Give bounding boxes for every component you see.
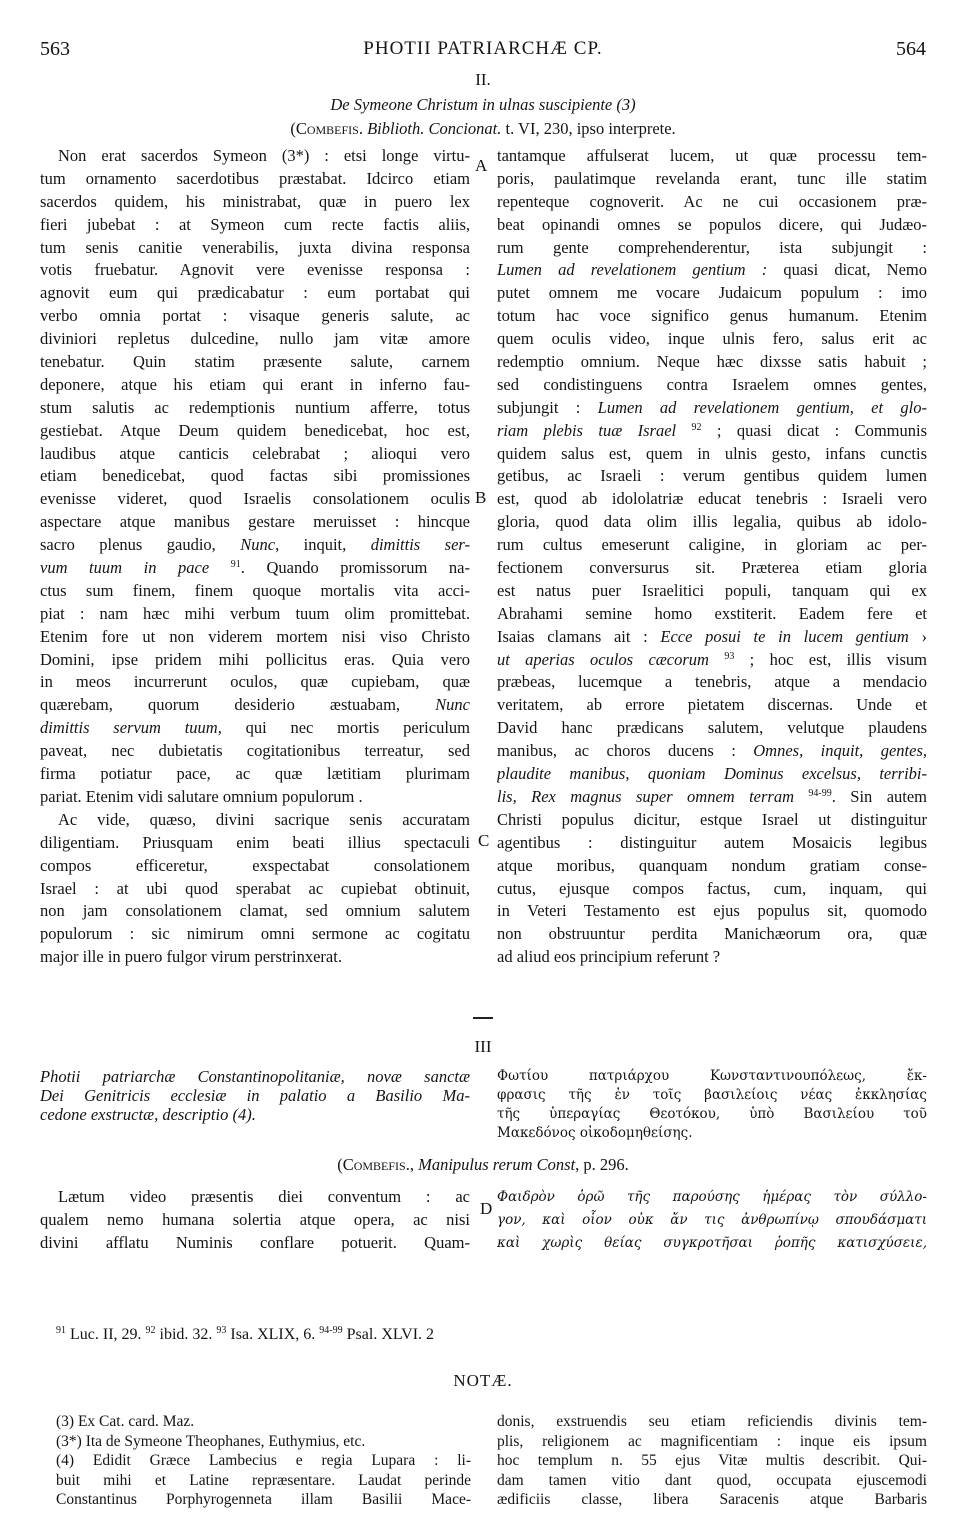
text-line: Non erat sacerdos Symeon (3*) : etsi longe virtu- <box>58 146 470 165</box>
margin-letter-d: D <box>480 1199 493 1218</box>
section-number-ii: II. <box>475 70 491 89</box>
text-line: fectionem conversurus sit. Præterea etiam gloria <box>497 558 927 578</box>
footnote-ref: 93 <box>724 650 735 662</box>
text-line: paveat, nec dubietatis cogitationibus terreatur, sed <box>40 741 470 761</box>
text-line: laudibus atque canticis celebrabat ; alioqui vero <box>40 443 470 463</box>
page-number-right: 564 <box>896 38 926 60</box>
text-line: populorum : sic nimirum omni sermone ac cogitatu <box>40 924 470 944</box>
title-line: Dei Genitricis ecclesiæ in palatio a Basilio Ma- <box>40 1086 470 1105</box>
text-line: compos efficeretur, exspectabat consolationem <box>40 855 470 875</box>
text-line: atque moribus, quanquam nondum gratiam conse- <box>497 855 927 875</box>
text-line: putet omnem me vocare Judaicum populum : imo <box>497 283 927 303</box>
text-line: votis fruebatur. Agnovit vere evenisse responsa : <box>40 260 470 280</box>
text-line: sacro plenus gaudio, Nunc, inquit, dimittis ser- <box>40 535 470 555</box>
text-line: deponere, atque his etiam qui erant in inferno fau- <box>40 374 470 394</box>
text-line: verbo omnia portat : visaque generis salute, ac <box>40 306 470 326</box>
note-line: (4) Edidit Græce Lambecius e regia Lupara : li- <box>56 1452 471 1469</box>
title-line: cedone exstructæ, descriptio (4). <box>40 1105 256 1124</box>
text-line: ctus sum finem, finem quoque mortalis vita acci- <box>40 580 470 600</box>
text-line: Φαιδρὸν ὁρῶ τῆς παρούσης ἡμέρας τὸν σύλλο- <box>497 1189 927 1205</box>
text-line: veritatem, ab errore pietatem discernas. Unde et <box>497 695 927 715</box>
text-line: poris, paulatimque revelanda erant, tunc ille statim <box>497 168 927 188</box>
source-work: Biblioth. Concionat. <box>367 119 502 138</box>
text-line: in meos incurrerunt oculos, quæ cupiebam, quæ <box>40 672 470 692</box>
text-line: repenteque cognoverit. Ac ne cui occasionem præ- <box>497 191 927 211</box>
title-line: Photii patriarchæ Constantinopolitaniæ, novæ sanctæ <box>40 1067 470 1086</box>
text-line: Israel : at ubi quod sperabat ac cupiebat obtinuit, <box>40 878 470 898</box>
margin-letter-a: A <box>475 156 488 175</box>
text-line: dimittis servum tuum, qui nec mortis periculum <box>40 718 470 738</box>
text-line: cutus, ejusque compos factus, cum, inquam, qui <box>497 878 927 898</box>
text-line: Christi populus dicitur, estque Israel ut distinguitur <box>497 809 927 829</box>
text-line: καὶ χωρὶς θείας συγκροτῆσαι ῥοπῆς κατισχύσειε, <box>497 1234 927 1251</box>
text-line: vum tuum in pace $^{91}$. Quando promissorum na- <box>40 558 470 578</box>
page-number-left: 563 <box>40 38 70 60</box>
note-line: plis, religionem ac magnificentiam : inque eis ipsum <box>497 1432 927 1450</box>
text-line: quærebam, quorum desiderio æstuabam, Nunc <box>40 695 470 715</box>
text-line: diligentiam. Priusquam enim beati illius spectaculi <box>40 832 470 852</box>
text-line: Lumen ad revelationem gentium : quasi dicat, Nemo <box>497 260 927 280</box>
note-line: hoc templum n. 55 ejus Vitæ multis describit. Qui- <box>497 1452 927 1469</box>
note-line: buit mihi et Latine repræsentare. Laudat perinde <box>56 1471 471 1489</box>
text-line: stum salutis ac redemptionis nuntium afferre, totus <box>40 397 470 417</box>
text-line: David hanc prædicans salutem, velutque plaudens <box>497 718 927 738</box>
text-line: ad aliud eos principium referunt ? <box>497 947 721 967</box>
text-line: divini afflatu Numinis conflare potuerit. Quam- <box>40 1232 470 1252</box>
text-line: diviniori repletus dulcedine, nullo jam vitæ amore <box>40 329 470 349</box>
text-line: etiam benedicebat, quod factas sibi promissiones <box>40 466 470 486</box>
text-line: in Veteri Testamento est ejus populus sit, quomodo <box>497 901 927 921</box>
text-line: quem oculis video, inque ulnis fero, salus erit ac <box>497 329 927 349</box>
title-line: τῆς ὑπεραγίας Θεοτόκου, ὑπὸ Βασιλείου τοῦ <box>497 1106 927 1122</box>
text-line: γον, καὶ οἷον οὐκ ἄν τις ἀνθρωπίνῳ σπουδάσματι <box>497 1211 927 1228</box>
running-head <box>40 38 926 62</box>
right-column <box>497 145 927 969</box>
text-line: rum cultus emeserunt caligine, in gloriam ac per- <box>497 535 927 555</box>
text-line: Lætum video præsentis diei conventum : ac <box>58 1187 470 1206</box>
margin-letter-c: C <box>478 831 490 850</box>
text-line: rum gente comprehenderentur, ista subjungit : <box>497 237 927 257</box>
text-line: agnovit eum qui prædicabatur : eum portabat qui <box>40 283 470 303</box>
section-source-ii: (Combefis. Biblioth. Concionat. t. VI, 230, ipso interprete. <box>290 119 676 138</box>
section-source-iii: (Combefis., Manipulus rerum Const, p. 296. <box>337 1155 629 1174</box>
title-line: Φωτίου πατριάρχου Κωνσταντινουπόλεως, ἔκ- <box>497 1068 927 1084</box>
text-line: Ac vide, quæso, divini sacrique senis accuratam <box>58 809 470 829</box>
text-line: manibus, ac choros ducens : Omnes, inquit, gentes, <box>497 741 927 761</box>
text-line: subjungit : Lumen ad revelationem gentium, et glo- <box>497 397 927 417</box>
footnote-ref: 92 <box>691 421 702 433</box>
running-title: PHOTII PATRIARCHÆ CP. <box>363 38 603 59</box>
text-line: tenebatur. Quin statim præsente salute, carnem <box>40 352 470 372</box>
footnote-ref: 91 <box>230 559 241 571</box>
text-line: tum senis canitie venerabilis, juxta divina responsa <box>40 237 470 257</box>
source-author: Combefis <box>342 1155 406 1174</box>
text-line: est natus puer Israelitici populi, tanquam qui ex <box>497 580 927 600</box>
text-line: non jam consolationem clamat, sed omnium salutem <box>40 901 470 921</box>
text-line: riam plebis tuæ Israel $^{92}$ ; quasi dicat : Communis <box>497 420 927 440</box>
text-line: præbeas, lucemque a tenebris, atque a mendacio <box>497 672 927 692</box>
section-number-iii: III <box>474 1037 492 1056</box>
text-line: ut aperias oculos cæcorum $^{93}$ ; hoc est, illis visum <box>497 649 927 669</box>
notae-heading: NOTÆ. <box>453 1371 513 1390</box>
footnotes: $^{91}$ Luc. II, 29. $^{92}$ ibid. 32. $^{93}$ Isa. XLIX, 6. $^{94-99}$ Psal. XLVI. 2 <box>56 1325 435 1343</box>
text-line: Etenim fore ut non viderem mortem nisi viso Christo <box>40 626 470 646</box>
text-line: non obstruuntur perdita Manichæorum ora, quæ <box>497 924 927 944</box>
title-line: φρασις τῆς ἐν τοῖς βασιλείοις νέας ἐκκλησίας <box>497 1087 927 1103</box>
text-line: aspectare atque manibus gestare meruisset : hincque <box>40 512 470 532</box>
text-line: getibus, ac Israeli : verum gentibus quidem lumen <box>497 466 927 486</box>
footnote-ref: 94-99 <box>808 787 832 799</box>
note-line: ædificiis classe, libera Saracenis atque Barbaris <box>497 1491 927 1508</box>
text-line: gestiebat. Atque Deum quidem benedicebat, hoc est, <box>40 420 470 440</box>
note-line: donis, exstruendis seu etiam reficiendis divinis tem- <box>497 1413 927 1430</box>
text-line: sacerdos quidem, his ministrabat, quæ in puero lex <box>40 191 470 211</box>
section-title-greek <box>497 1067 927 1143</box>
text-line: Domini, ipse pridem mihi pollicitus eras. Quia vero <box>40 649 470 669</box>
text-line: plaudite manibus, quoniam Dominus excelsus, terribi- <box>497 764 927 784</box>
text-line: lis, Rex magnus super omnem terram $^{94-99}$. Sin autem <box>497 786 927 806</box>
text-line: est, quod ab idololatriæ educat tenebris : Israeli vero <box>497 489 927 509</box>
text-line: Isaias clamans ait : Ecce posui te in lucem gentium › <box>497 626 927 646</box>
text-line: qualem nemo humana solertia atque opera, ac nisi <box>40 1209 470 1229</box>
margin-letter-b: B <box>475 488 487 507</box>
text-line: piat : nam hæc mihi verbum tuum olim promittebat. <box>40 603 470 623</box>
text-line: gloria, quod data olim illis legalia, quibus ab idolo- <box>497 512 927 532</box>
notes-left-column <box>56 1412 471 1510</box>
note-line: (3*) Ita de Symeone Theophanes, Euthymius, etc. <box>56 1432 366 1450</box>
left-column <box>40 145 470 969</box>
text-line: pariat. Etenim vidi salutare omnium populorum . <box>40 786 363 806</box>
text-line: evenisse videret, quod Israelis consolationem oculis <box>40 489 470 509</box>
latin-text-iii <box>40 1186 470 1255</box>
note-line: Constantinus Porphyrogenneta illam Basilii Mace- <box>56 1491 471 1508</box>
title-line: Μακεδόνος οἰκοδομηθείσης. <box>497 1125 693 1141</box>
text-line: tum ornamento sacerdotibus præstabat. Idcirco etiam <box>40 168 470 188</box>
source-author: Combefis <box>295 119 359 138</box>
text-line: redemptio omnium. Neque hæc dixsse satis habuit ; <box>497 352 927 372</box>
text-line: quidem salus est, quem in ulnis gesto, infans cunctis <box>497 443 927 463</box>
text-line: agentibus : distinguitur autem Mosaicis legibus <box>497 832 927 852</box>
text-line: totum hac voce significo genus humanum. Etenim <box>497 306 927 326</box>
text-line: firma potiatur pace, ac quæ lætitiam plurimam <box>40 764 470 784</box>
section-title-ii: De Symeone Christum in ulnas suscipiente (3) <box>330 95 636 114</box>
text-line: beat opinandi omnes se populos dicere, qui Judæo- <box>497 214 927 234</box>
text-line: major ille in puero fulgor virum perstrinxerat. <box>40 947 342 967</box>
greek-text-iii <box>497 1186 927 1255</box>
text-line: Abrahami semine homo exstiterit. Eadem fere et <box>497 603 927 623</box>
source-work: Manipulus rerum Const <box>418 1155 576 1174</box>
text-line: sed condistinguens contra Israelem omnes gentes, <box>497 374 927 394</box>
text-line: fieri jubebat : at Symeon cum recte factis aliis, <box>40 214 470 234</box>
notes-right-column <box>497 1412 927 1510</box>
note-line: (3) Ex Cat. card. Maz. <box>56 1413 195 1430</box>
section-divider <box>473 1017 493 1019</box>
section-title-latin <box>40 1067 470 1124</box>
note-line: dam tamen vitio dant quod, occupata ejuscemodi <box>497 1471 927 1489</box>
text-line: tantamque affulserat lucem, ut quæ processu tem- <box>497 146 927 165</box>
